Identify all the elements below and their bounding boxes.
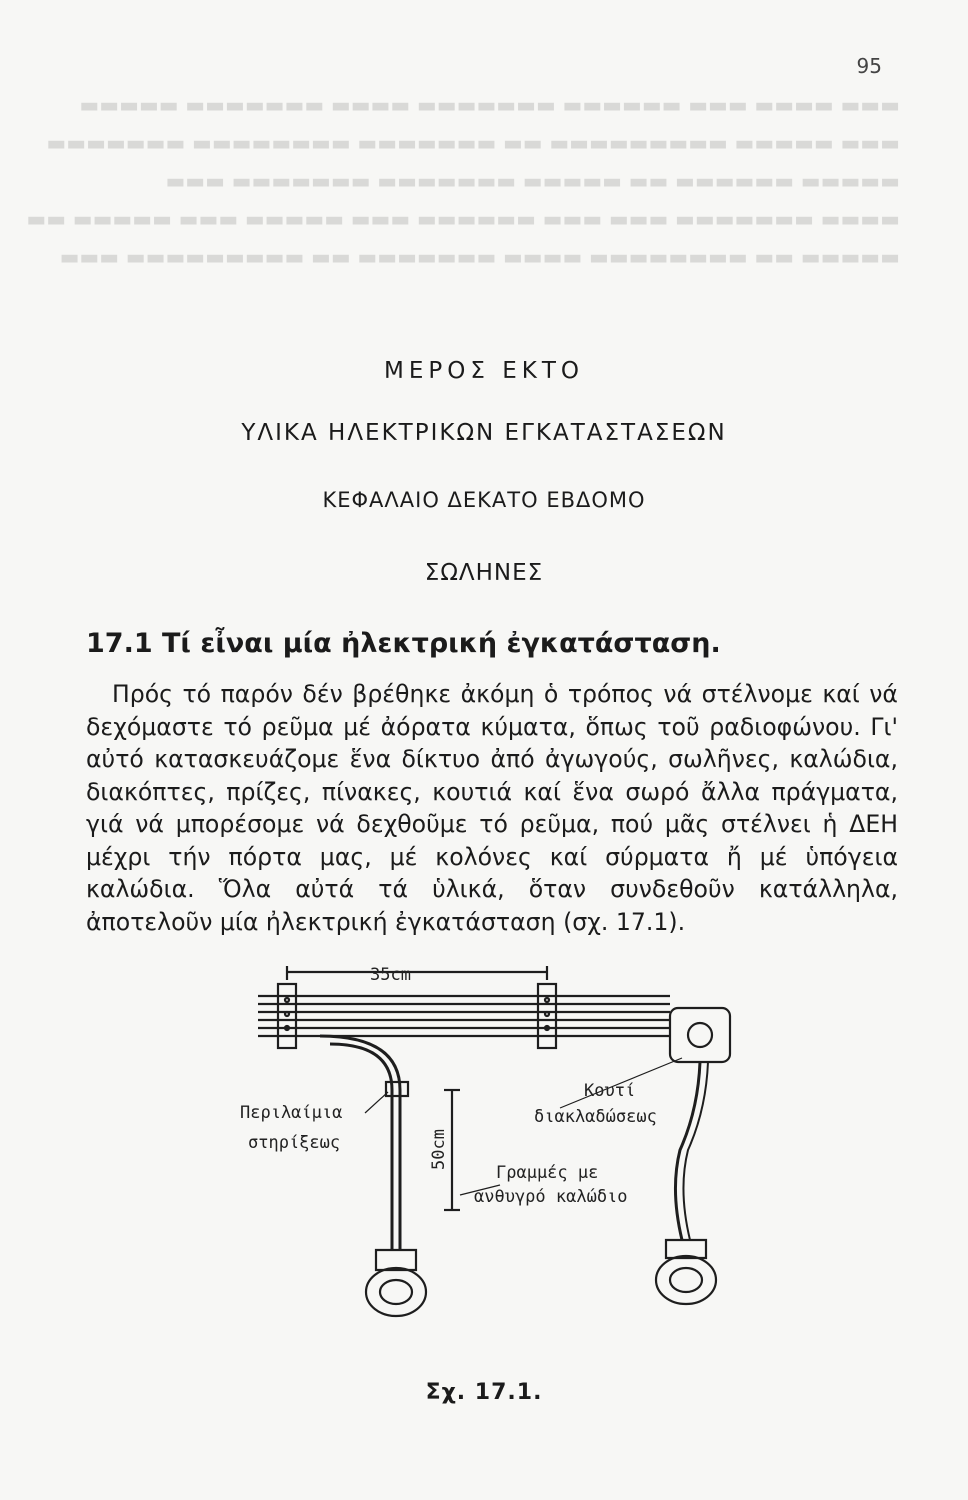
bleed-through-text: ▬▬▬ ▬▬▬▬ ▬▬▬ ▬▬▬▬▬▬ ▬▬▬▬▬▬▬ ▬▬▬▬ ▬▬▬▬▬▬▬ ▬▬▬▬▬ ▬▬▬ ▬▬▬▬▬ ▬▬▬▬▬▬▬▬▬ ▬▬ ▬▬▬▬▬▬▬ ▬▬▬▬▬▬▬▬ ▬▬▬▬▬▬▬ ▬▬▬▬▬ ▬▬▬▬▬▬ ▬▬ ▬▬▬▬▬ ▬▬▬▬▬▬▬ ▬▬▬▬▬▬▬ ▬▬▬ ▬▬▬▬ ▬▬▬▬▬▬▬ ▬▬▬ ▬▬▬ ▬▬▬▬▬▬ ▬▬▬ ▬▬▬▬▬ ▬▬▬ ▬▬▬▬▬ ▬▬ ▬▬▬▬▬ ▬▬ ▬▬▬▬▬▬▬▬ ▬▬▬▬ ▬▬▬▬▬▬▬ ▬▬ ▬▬▬▬▬▬▬▬▬ ▬▬▬	[26, 93, 900, 269]
clamp-label-line2: στηρίξεως	[248, 1133, 341, 1153]
lamp-left	[366, 1268, 426, 1316]
cable-label-line2: ανθυγρό καλώδιο	[474, 1187, 628, 1207]
body-text	[86, 678, 898, 938]
body-paragraph: Πρός τό παρόν δέν βρέθηκε ἀκόμη ὁ τρόπος νά στέλνομε καί νά δεχόμαστε τό ρεῦμα μέ ἀόρατα κύματα, ὅπως τοῦ ραδιοφώνου. Γι' αὐτό κατασκευάζομε ἕνα δίκτυο ἀπό ἀγωγούς, σωλῆνες, καλώδια, διακόπτες, πρίζες, πίνακες, κουτιά καί ἕνα σωρό ἄλλα πράγματα, γιά νά μπορέσομε νά δεχθοῦμε τό ρεῦμα, πού μᾶς στέλνει ἡ ΔΕΗ μέχρι τήν πόρτα μας, μέ κολόνες καί σύρματα ἤ μέ ὑπόγεια καλώδια. Ὅλα αὐτά τά ὑλικά, ὅταν συνδεθοῦν κατάλληλα, ἀποτελοῦν μία ἠλεκτρική ἐγκατάσταση (σχ. 17.1).	[86, 680, 898, 936]
installation-figure	[230, 950, 750, 1330]
dimension-50cm-label: 50cm	[429, 1129, 449, 1170]
cable-label-line1: Γραμμές με	[496, 1163, 599, 1183]
page-number: 95	[856, 54, 882, 78]
junction-box	[670, 1008, 730, 1062]
clamp-label-line1: Περιλαίμια	[240, 1103, 343, 1123]
junction-box-label-line1: Κουτί	[584, 1081, 636, 1101]
chapter-subject-heading: ΣΩΛΗΝΕΣ	[424, 560, 544, 586]
figure-caption: Σχ. 17.1.	[425, 1380, 543, 1405]
section-title: 17.1 Τί εἶναι μία ἠλεκτρική ἐγκατάσταση.	[86, 628, 721, 659]
lamp-right	[656, 1256, 716, 1304]
part-heading: ΜΕΡΟΣ ΕΚΤΟ	[384, 358, 584, 384]
dimension-35cm-label: 35cm	[370, 965, 411, 985]
part-title-heading: ΥΛΙΚΑ ΗΛΕΚΤΡΙΚΩΝ ΕΓΚΑΤΑΣΤΑΣΕΩΝ	[241, 420, 727, 446]
junction-box-label-line2: διακλαδώσεως	[534, 1107, 657, 1127]
chapter-heading: ΚΕΦΑΛΑΙΟ ΔΕΚΑΤΟ ΕΒΔΟΜΟ	[322, 488, 646, 512]
